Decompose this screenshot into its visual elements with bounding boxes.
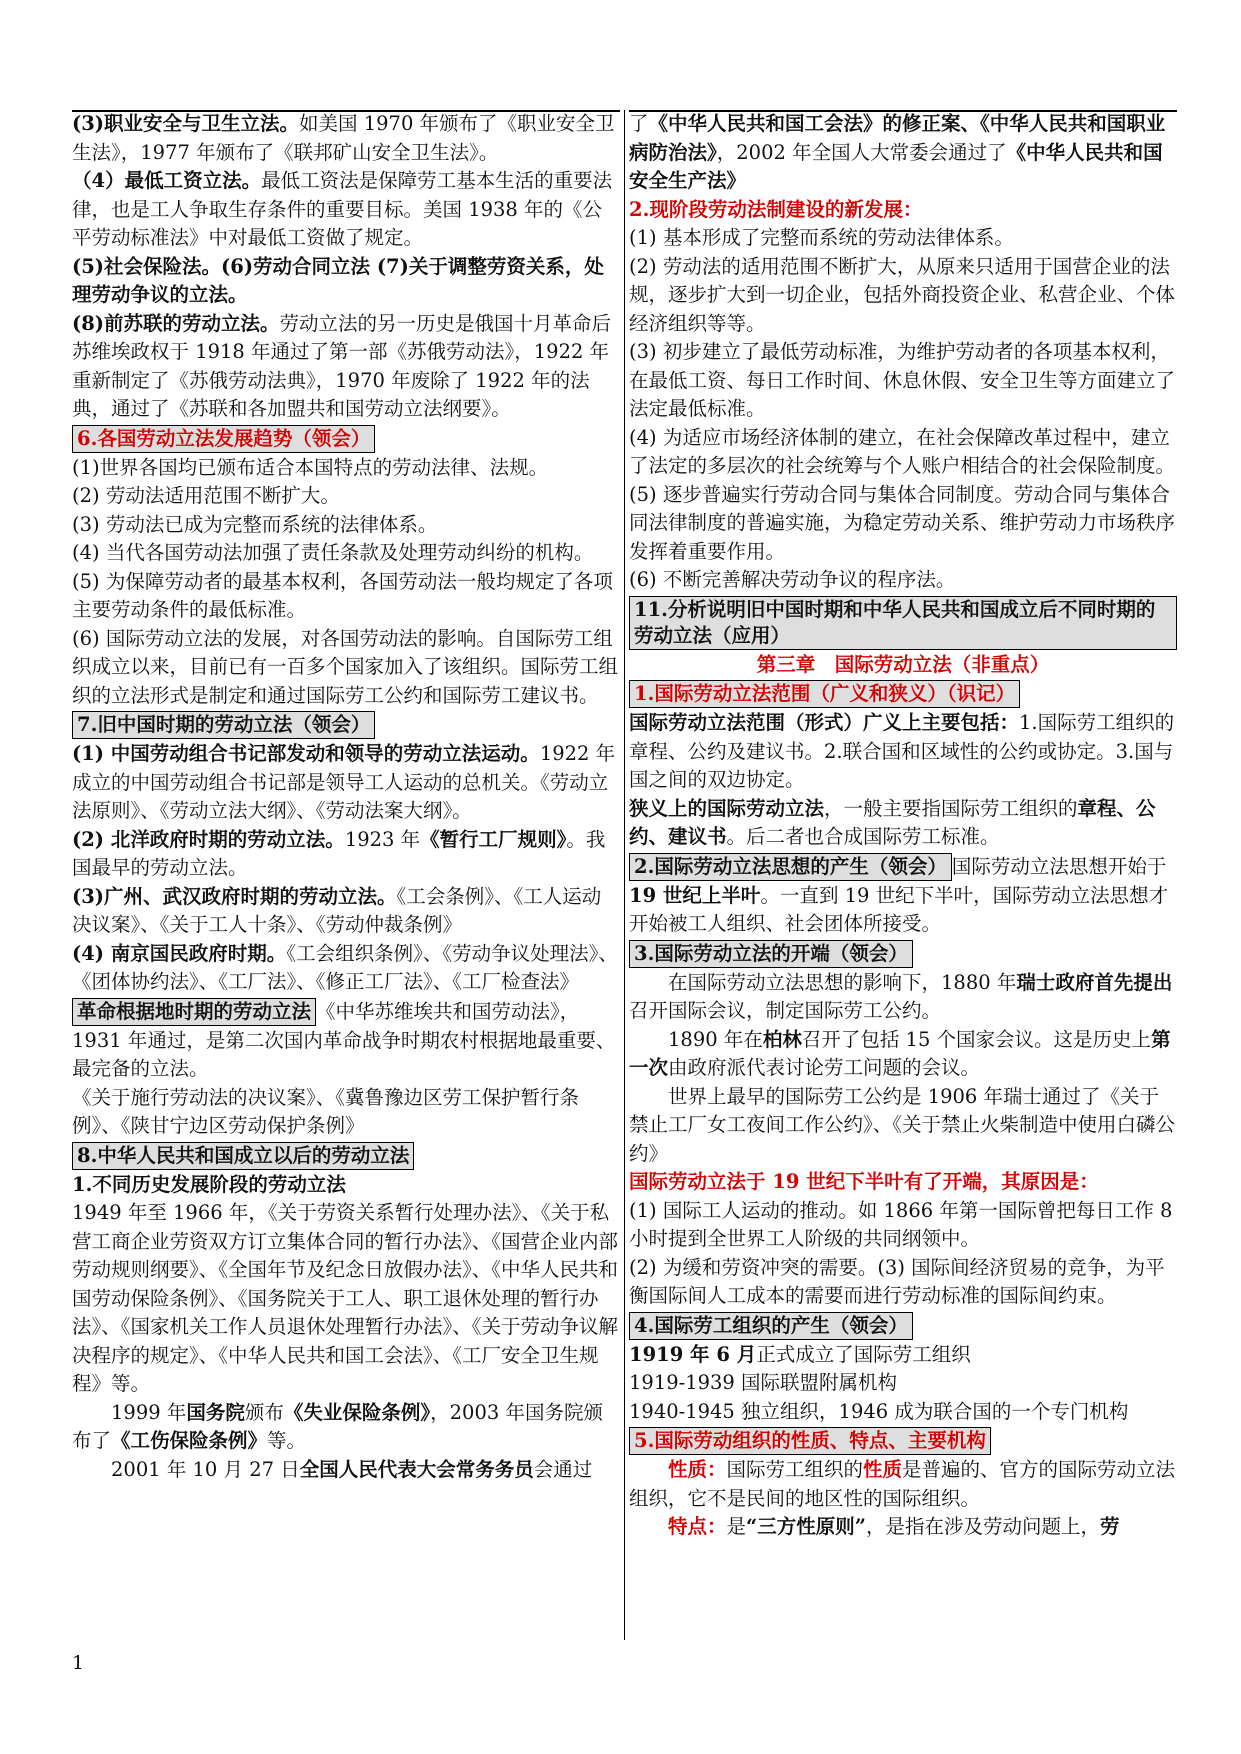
list-item: (3) 劳动法已成为完整而系统的法律体系。 <box>72 512 438 536</box>
paragraph: 1940-1945 独立组织，1946 成为联合国的一个专门机构 <box>629 1399 1129 1423</box>
paragraph: (4) 南京国民政府时期。《工会组织条例》、《劳动争议处理法》、《团体协约法》、《工厂法》、《修正工厂法》、《工厂检查法》 <box>72 941 618 993</box>
list-item: (1)世界各国均已颁布适合本国特点的劳动法律、法规。 <box>72 455 549 479</box>
right-column <box>629 110 1177 1542</box>
paragraph: 国际劳动立法范围（形式）广义上主要包括：1.国际劳工组织的章程、公约及建议书。2.联合国和区域性的公约或协定。3.国与国之间的双边协定。 <box>629 711 1175 791</box>
section-heading: 1.国际劳动立法范围（广义和狭义）（识记） <box>629 679 1177 709</box>
section-heading: 国际劳动立法于 19 世纪下半叶有了开端，其原因是： <box>629 1170 1099 1193</box>
paragraph: 1999 年国务院颁布《失业保险条例》，2003 年国务院颁布了《工伤保险条例》等。 <box>72 1400 603 1452</box>
paragraph: 特点：是“三方性原则”，是指在涉及劳动问题上，劳 <box>668 1515 1120 1538</box>
chapter-title: 第三章 国际劳动立法（非重点） <box>756 652 1050 676</box>
paragraph: （4）最低工资立法。最低工资法是保障劳工基本生活的重要法律，也是工人争取生存条件的重要目标。美国 1938 年的《公平劳动标准法》中对最低工资做了规定。 <box>72 169 613 249</box>
section-heading: 11.分析说明旧中国时期和中华人民共和国成立后不同时期的劳动立法（应用） <box>629 595 1177 651</box>
paragraph: 世界上最早的国际劳工公约是 1906 年瑞士通过了《关于禁止工厂女工夜间工作公约》、《关于禁止火柴制造中使用白磷公约》 <box>629 1084 1176 1165</box>
section-heading: 7.旧中国时期的劳动立法（领会） <box>72 710 620 740</box>
paragraph: 1919 年 6 月正式成立了国际劳工组织 <box>629 1342 971 1366</box>
list-item: (3) 初步建立了最低劳动标准，为维护劳动者的各项基本权利，在最低工资、每日工作时间、休息休假、安全卫生等方面建立了法定最低标准。 <box>629 340 1176 420</box>
section-heading: 2.现阶段劳动法制建设的新发展： <box>629 197 923 221</box>
sub-heading: 1.不同历史发展阶段的劳动立法 <box>72 1172 346 1196</box>
list-item: (5) 逐步普遍实行劳动合同与集体合同制度。劳动合同与集体合同法律制度的普遍实施，为稳定劳动关系、维护劳动力市场秩序发挥着重要作用。 <box>629 482 1176 563</box>
list-item: (1) 国际工人运动的推动。如 1866 年第一国际曾把每日工作 8 小时提到全世界工人阶级的共同纲领中。 <box>629 1198 1173 1250</box>
section-heading: 5.国际劳动组织的性质、特点、主要机构 <box>629 1426 1177 1456</box>
paragraph: 革命根据地时期的劳动立法 《中华苏维埃共和国劳动法》，1931 年通过，是第二次国内革命战争时期农村根据地最重要、最完备的立法。 <box>72 999 616 1080</box>
column-divider <box>624 110 625 1640</box>
paragraph: (8)前苏联的劳动立法。劳动立法的另一历史是俄国十月革命后苏维埃政权于 1918 年通过了第一部《苏俄劳动法》，1922 年重新制定了《苏俄劳动法典》，1970 年废除了 1922 年的法典，通过了《苏联和各加盟共和国劳动立法纲要》。 <box>72 311 612 420</box>
paragraph: (3)广州、武汉政府时期的劳动立法。《工会条例》、《工人运动决议案》、《关于工人十条》、《劳动仲裁条例》 <box>72 884 602 936</box>
paragraph: 狭义上的国际劳动立法，一般主要指国际劳工组织的章程、公约、建议书。后二者也合成国际劳工标准。 <box>629 796 1156 848</box>
paragraph: 在国际劳动立法思想的影响下，1880 年瑞士政府首先提出召开国际会议，制定国际劳工公约。 <box>629 970 1173 1022</box>
left-column <box>72 110 620 1484</box>
list-item: (4) 为适应市场经济体制的建立，在社会保障改革过程中，建立了法定的多层次的社会统筹与个人账户相结合的社会保险制度。 <box>629 425 1176 477</box>
paragraph: 1919-1939 国际联盟附属机构 <box>629 1371 898 1394</box>
paragraph: 了《中华人民共和国工会法》的修正案、《中华人民共和国职业病防治法》，2002 年全国人大常委会通过了《中华人民共和国安全生产法》 <box>629 112 1166 192</box>
list-item: (1) 基本形成了完整而系统的劳动法律体系。 <box>629 226 1014 249</box>
section-heading: 6.各国劳动立法发展趋势（领会） <box>72 424 620 454</box>
paragraph: (3)职业安全与卫生立法。如美国 1970 年颁布了《职业安全卫生法》，1977 年颁布了《联邦矿山安全卫生法》。 <box>72 112 615 164</box>
list-item: (2) 为缓和劳资冲突的需要。(3) 国际间经济贸易的竞争，为平衡国际间人工成本的需要而进行劳动标准的国际间约束。 <box>629 1255 1165 1307</box>
paragraph: 《关于施行劳动法的决议案》、《冀鲁豫边区劳工保护暂行条例》、《陕甘宁边区劳动保护条例》 <box>72 1085 580 1137</box>
list-item: (2) 劳动法适用范围不断扩大。 <box>72 484 340 507</box>
list-item: (5) 为保障劳动者的最基本权利，各国劳动法一般均规定了各项主要劳动条件的最低标准。 <box>72 569 613 621</box>
list-item: (4) 当代各国劳动法加强了责任条款及处理劳动纠纷的机构。 <box>72 541 594 564</box>
paragraph: (1) 中国劳动组合书记部发动和领导的劳动立法运动。1922 年成立的中国劳动组合书记部是领导工人运动的总机关。《劳动立法原则》、《劳动立法大纲》、《劳动法案大纲》。 <box>72 742 616 822</box>
list-item: (2) 劳动法的适用范围不断扩大，从原来只适用于国营企业的法规，逐步扩大到一切企业，包括外商投资企业、私营企业、个体经济组织等等。 <box>629 254 1176 335</box>
paragraph: 性质：国际劳工组织的性质是普遍的、官方的国际劳动立法组织，它不是民间的地区性的国际组织。 <box>629 1458 1176 1510</box>
list-item: (6) 不断完善解决劳动争议的程序法。 <box>629 568 956 591</box>
section-heading: 3.国际劳动立法的开端（领会） <box>629 939 1177 969</box>
section-heading: 4.国际劳工组织的产生（领会） <box>629 1311 1177 1341</box>
paragraph: 1949 年至 1966 年，《关于劳资关系暂行处理办法》、《关于私营工商企业劳资双方订立集体合同的暂行办法》、《国营企业内部劳动规则纲要》、《全国年节及纪念日放假办法》、《中华人民共和国劳动保险条例》、《国务院关于工人、职工退休处理的暂行办法》、《国家机关工作人员退休处理暂行办法》、《关于劳动争议解决程序的规定》、《中华人民共和国工会法》、《工厂安全卫生规程》等。 <box>72 1201 619 1395</box>
paragraph: 2001 年 10 月 27 日全国人民代表大会常务务员会通过 <box>111 1457 593 1481</box>
paragraph: (2) 北洋政府时期的劳动立法。1923 年《暂行工厂规则》。我国最早的劳动立法。 <box>72 827 606 879</box>
paragraph: (5)社会保险法。(6)劳动合同立法 (7)关于调整劳资关系，处理劳动争议的立法。 <box>72 254 604 306</box>
paragraph: 2.国际劳动立法思想的产生（领会） 国际劳动立法思想开始于19 世纪上半叶。一直到 19 世纪下半叶，国际劳动立法思想才开始被工人组织、社会团体所接受。 <box>629 854 1169 935</box>
page-number: 1 <box>72 1652 85 1674</box>
section-heading: 8.中华人民共和国成立以后的劳动立法 <box>72 1141 620 1171</box>
section-heading: 2.国际劳动立法思想的产生（领会） <box>629 853 952 881</box>
list-item: (6) 国际劳动立法的发展，对各国劳动法的影响。自国际劳工组织成立以来，目前已有一百多个国家加入了该组织。国际劳工组织的立法形式是制定和通过国际劳工公约和国际劳工建议书。 <box>72 626 619 707</box>
paragraph: 1890 年在柏林召开了包括 15 个国家会议。这是历史上第一次由政府派代表讨论劳工问题的会议。 <box>629 1027 1171 1079</box>
